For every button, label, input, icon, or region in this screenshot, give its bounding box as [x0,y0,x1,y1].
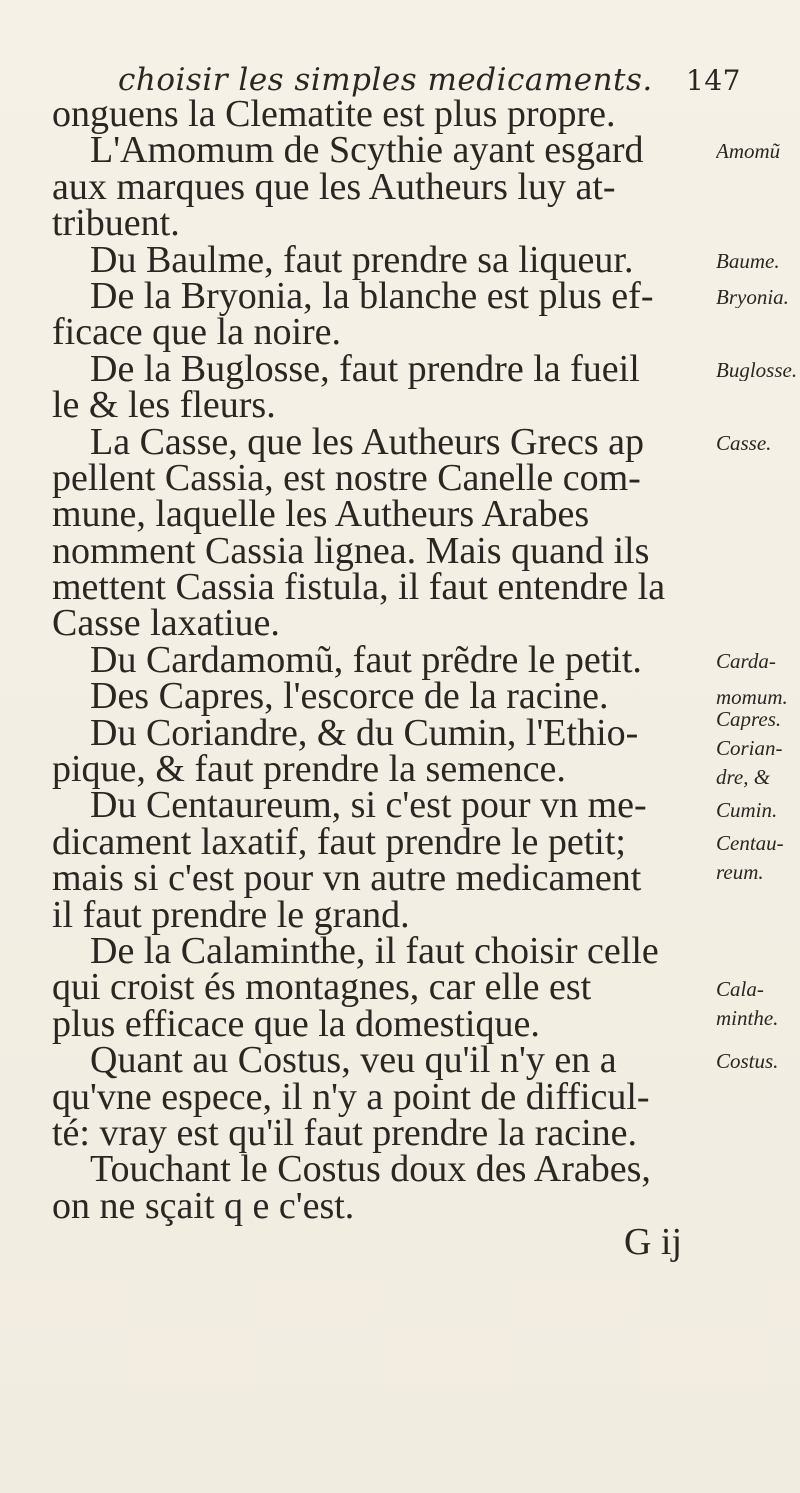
text-line: Du Coriandre, & du Cumin, l'Ethio- [90,711,639,754]
text-line: on ne sçait q e c'est. [52,1184,355,1227]
margin-note: Casse. [716,431,772,454]
margin-note: Amomũ [716,140,781,163]
margin-note: Centau- [716,832,784,854]
text-line: nomment Cassia lignea. Mais quand ils [52,529,650,572]
text-line: aux marques que les Autheurs luy at- [52,165,616,208]
text-line: De la Calaminthe, il faut choisir celle [90,929,659,972]
text-line: Du Centaureum, si c'est pour vn me- [90,784,647,827]
text-line: Touchant le Costus doux des Arabes, [90,1148,651,1191]
text-line: onguens la Clematite est plus propre. [52,93,616,135]
text-line: le & les fleurs. [52,384,276,427]
text-line: dicament laxatif, faut prendre le petit; [52,820,626,863]
text-line: pique, & faut prendre la semence. [52,748,566,791]
text-line: tribuent. [52,202,180,245]
text-line: De la Buglosse, faut prendre la fueil [90,347,640,390]
text-line: mune, laquelle les Autheurs Arabes [52,493,590,536]
margin-note: Bryonia. [716,286,789,308]
margin-note: minthe. [716,1006,779,1029]
text-line: qu'vne espece, il n'y a point de difficul- [52,1075,650,1118]
margin-note: Cumin. [716,799,778,822]
margin-note: reum. [716,861,764,884]
margin-note: momum. [716,686,788,709]
margin-note: Costus. [716,1050,779,1073]
margin-note: Corian- [716,737,783,760]
margin-note: Capres. [716,708,782,731]
margin-note: Cala- [716,977,764,1000]
text-line: plus efficace que la domestique. [52,1002,540,1045]
margin-note: Carda- [716,650,776,672]
text-line: L'Amomum de Scythie ayant esgard [90,129,644,172]
page-number: 147 [686,64,741,97]
text-line: Quant au Costus, veu qu'il n'y en a [90,1039,617,1082]
text-line: mais si c'est pour vn autre medicament [52,857,642,900]
text-line: Du Cardamomũ, faut prẽdre le petit. [90,638,642,681]
margin-note: Buglosse. [716,358,798,381]
text-line: La Casse, que les Autheurs Grecs ap [90,420,645,463]
text-line: mettent Cassia fistula, il faut entendre la [52,566,666,609]
text-line: Du Baulme, faut prendre sa liqueur. [90,238,634,281]
text-line: il faut prendre le grand. [52,893,410,936]
text-line: qui croist és montagnes, car elle est [52,966,592,1009]
text-line: De la Bryonia, la blanche est plus ef- [90,274,654,317]
margin-note: Baume. [716,249,780,272]
running-title: choisir les simples medicaments. [118,62,653,98]
catchword: G ij [623,1221,682,1264]
margin-note: dre, & [716,766,771,789]
text-line: ficace que la noire. [52,311,342,354]
text-line: té: vray est qu'il faut prendre la racine. [52,1111,638,1154]
body-text [52,93,742,1264]
text-line: pellent Cassia, est nostre Canelle com- [52,456,641,499]
text-line: Casse laxatiue. [52,602,280,645]
text-line: Des Capres, l'escorce de la racine. [90,675,609,718]
